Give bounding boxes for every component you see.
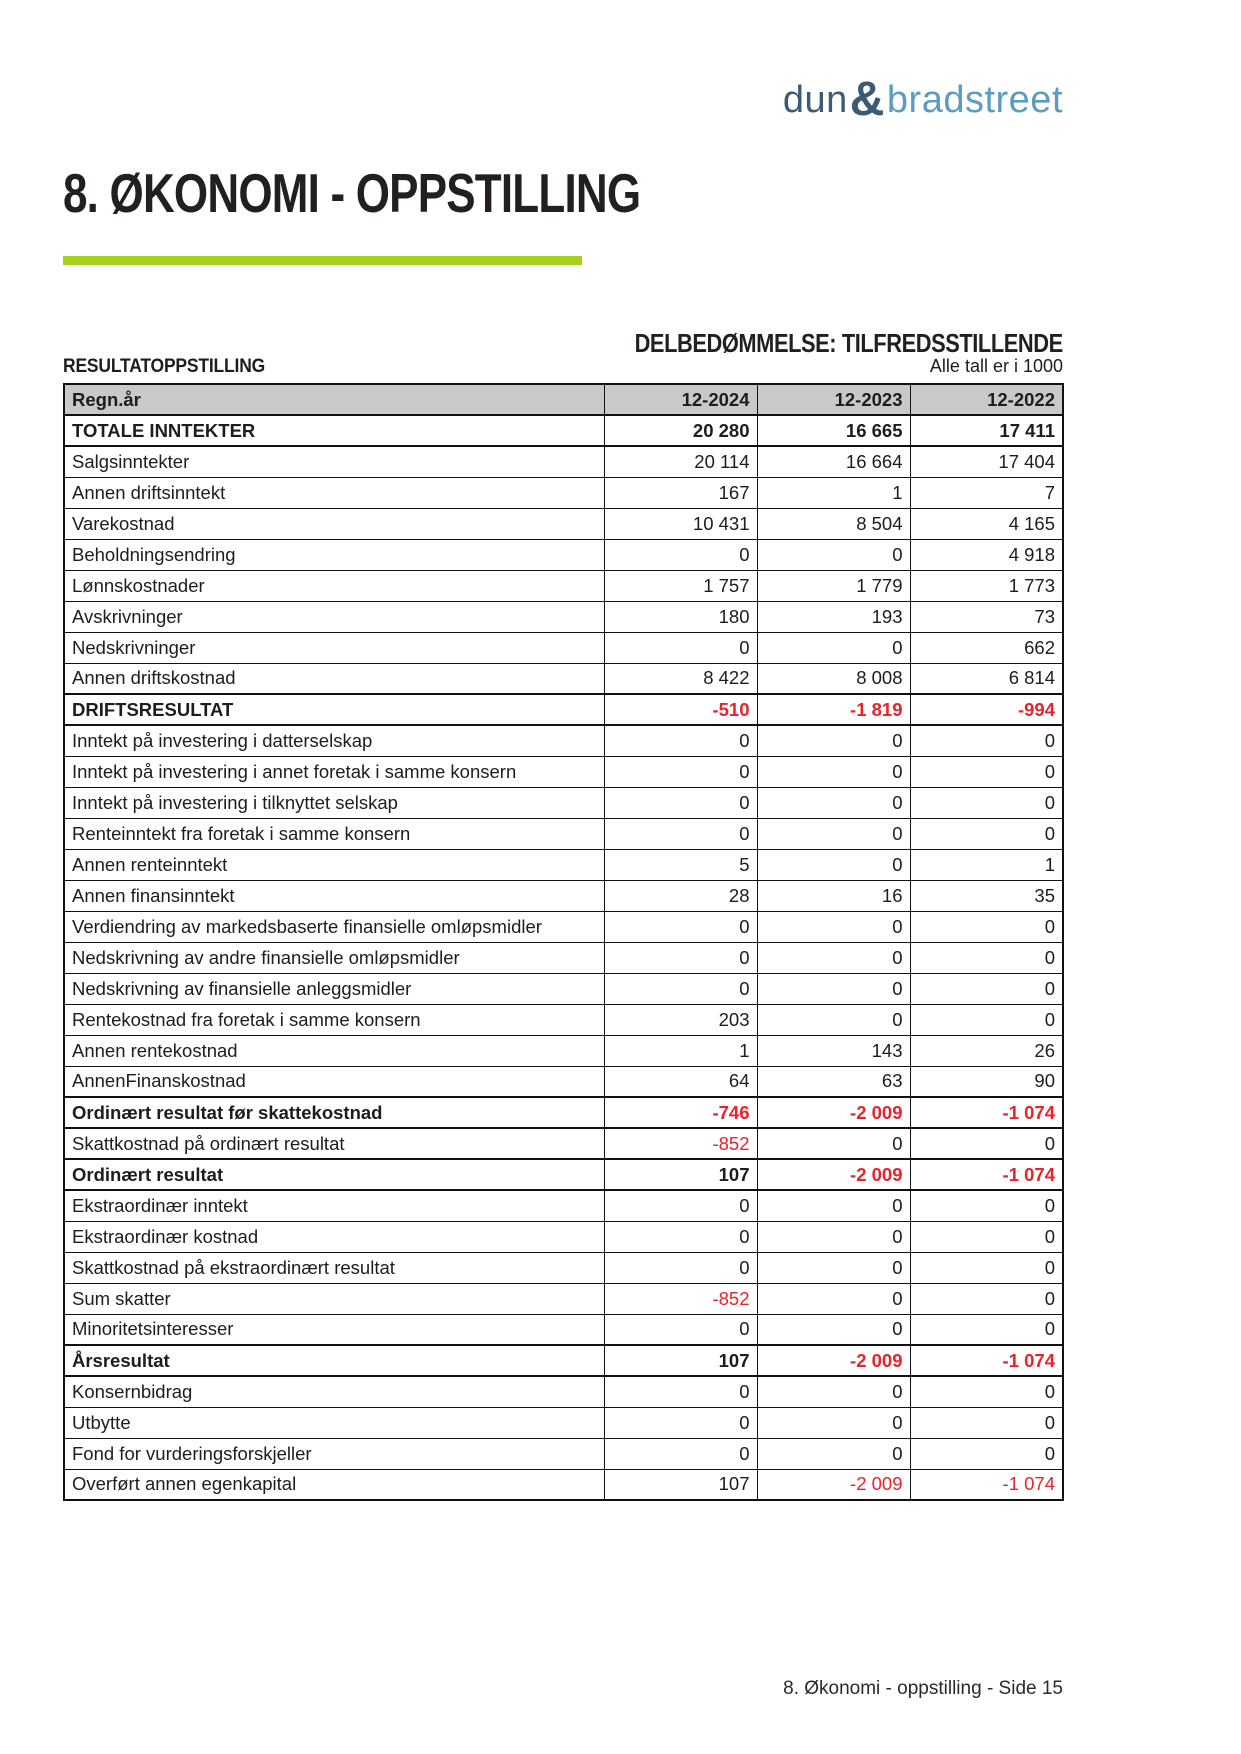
row-value: 5 bbox=[604, 849, 757, 880]
row-label: DRIFTSRESULTAT bbox=[64, 694, 604, 725]
table-row bbox=[64, 973, 1063, 1004]
row-value: 0 bbox=[910, 1252, 1063, 1283]
row-value: 0 bbox=[757, 942, 910, 973]
row-label: Skattkostnad på ordinært resultat bbox=[64, 1128, 604, 1159]
row-value: 0 bbox=[604, 1407, 757, 1438]
row-value: 64 bbox=[604, 1066, 757, 1097]
row-value: 0 bbox=[604, 787, 757, 818]
row-label: TOTALE INNTEKTER bbox=[64, 415, 604, 446]
row-value: 0 bbox=[910, 973, 1063, 1004]
row-value: -1 074 bbox=[910, 1159, 1063, 1190]
row-label: Ordinært resultat bbox=[64, 1159, 604, 1190]
row-value: 4 918 bbox=[910, 539, 1063, 570]
table-row bbox=[64, 1407, 1063, 1438]
table-row bbox=[64, 1376, 1063, 1407]
row-value: 0 bbox=[604, 725, 757, 756]
row-value: 0 bbox=[757, 1376, 910, 1407]
logo-text-dun: dun bbox=[782, 79, 848, 121]
row-value: 0 bbox=[604, 632, 757, 663]
table-row bbox=[64, 849, 1063, 880]
row-label: Annen rentekostnad bbox=[64, 1035, 604, 1066]
row-value: 20 280 bbox=[604, 415, 757, 446]
row-value: 0 bbox=[757, 632, 910, 663]
logo-text-bradstreet: bradstreet bbox=[886, 79, 1063, 121]
row-label: Ekstraordinær inntekt bbox=[64, 1190, 604, 1221]
row-value: -2 009 bbox=[757, 1097, 910, 1128]
column-header-12-2022: 12-2022 bbox=[910, 384, 1063, 415]
row-label: Renteinntekt fra foretak i samme konsern bbox=[64, 818, 604, 849]
row-value: -994 bbox=[910, 694, 1063, 725]
row-value: 107 bbox=[604, 1469, 757, 1500]
row-label: Inntekt på investering i annet foretak i samme konsern bbox=[64, 756, 604, 787]
table-row bbox=[64, 508, 1063, 539]
table-row bbox=[64, 1221, 1063, 1252]
row-value: 35 bbox=[910, 880, 1063, 911]
table-row bbox=[64, 1438, 1063, 1469]
row-value: -2 009 bbox=[757, 1159, 910, 1190]
assessment-heading: DELBEDØMMELSE: TILFREDSSTILLENDE bbox=[634, 328, 1063, 358]
row-label: Ordinært resultat før skattekostnad bbox=[64, 1097, 604, 1128]
column-header-regnar: Regn.år bbox=[64, 384, 604, 415]
row-value: 1 bbox=[604, 1035, 757, 1066]
row-value: 17 404 bbox=[910, 446, 1063, 477]
row-value: 0 bbox=[604, 1376, 757, 1407]
table-row bbox=[64, 446, 1063, 477]
row-label: Salgsinntekter bbox=[64, 446, 604, 477]
row-value: 0 bbox=[910, 1314, 1063, 1345]
row-value: 63 bbox=[757, 1066, 910, 1097]
row-value: 0 bbox=[757, 1128, 910, 1159]
row-value: -1 074 bbox=[910, 1469, 1063, 1500]
title-underline-bar bbox=[63, 256, 582, 265]
row-value: 0 bbox=[757, 1283, 910, 1314]
logo-ampersand-icon: & bbox=[849, 73, 885, 126]
table-row bbox=[64, 1314, 1063, 1345]
table-row bbox=[64, 1035, 1063, 1066]
row-value: 1 bbox=[757, 477, 910, 508]
row-value: 107 bbox=[604, 1159, 757, 1190]
row-label: Inntekt på investering i tilknyttet selskap bbox=[64, 787, 604, 818]
row-value: -1 074 bbox=[910, 1097, 1063, 1128]
table-row bbox=[64, 570, 1063, 601]
row-value: 0 bbox=[604, 1314, 757, 1345]
row-value: 7 bbox=[910, 477, 1063, 508]
row-label: Lønnskostnader bbox=[64, 570, 604, 601]
row-label: Ekstraordinær kostnad bbox=[64, 1221, 604, 1252]
table-row bbox=[64, 942, 1063, 973]
table-row bbox=[64, 1345, 1063, 1376]
row-value: -746 bbox=[604, 1097, 757, 1128]
row-value: 0 bbox=[757, 911, 910, 942]
row-value: 0 bbox=[910, 942, 1063, 973]
row-value: 107 bbox=[604, 1345, 757, 1376]
row-value: 0 bbox=[757, 539, 910, 570]
row-value: 8 422 bbox=[604, 663, 757, 694]
row-value: 1 773 bbox=[910, 570, 1063, 601]
row-value: 0 bbox=[757, 1252, 910, 1283]
row-value: 0 bbox=[757, 756, 910, 787]
row-value: 0 bbox=[757, 1407, 910, 1438]
row-label: Avskrivninger bbox=[64, 601, 604, 632]
table-row bbox=[64, 725, 1063, 756]
row-label: Inntekt på investering i datterselskap bbox=[64, 725, 604, 756]
row-value: 0 bbox=[604, 818, 757, 849]
row-value: 0 bbox=[757, 1438, 910, 1469]
row-value: 0 bbox=[757, 1004, 910, 1035]
page-title: 8. ØKONOMI - OPPSTILLING bbox=[63, 162, 641, 224]
row-label: Verdiendring av markedsbaserte finansielle omløpsmidler bbox=[64, 911, 604, 942]
row-value: 0 bbox=[757, 1314, 910, 1345]
table-row bbox=[64, 663, 1063, 694]
row-label: Skattkostnad på ekstraordinært resultat bbox=[64, 1252, 604, 1283]
table-row bbox=[64, 1128, 1063, 1159]
row-label: Utbytte bbox=[64, 1407, 604, 1438]
row-value: 4 165 bbox=[910, 508, 1063, 539]
row-value: 0 bbox=[910, 1407, 1063, 1438]
table-row bbox=[64, 1252, 1063, 1283]
row-label: Overført annen egenkapital bbox=[64, 1469, 604, 1500]
row-value: 16 bbox=[757, 880, 910, 911]
row-value: 16 664 bbox=[757, 446, 910, 477]
results-table bbox=[63, 383, 1064, 1501]
row-value: 0 bbox=[757, 787, 910, 818]
row-value: 0 bbox=[910, 911, 1063, 942]
row-value: -1 074 bbox=[910, 1345, 1063, 1376]
table-row bbox=[64, 1159, 1063, 1190]
row-label: Varekostnad bbox=[64, 508, 604, 539]
row-value: 167 bbox=[604, 477, 757, 508]
table-row bbox=[64, 632, 1063, 663]
row-value: 28 bbox=[604, 880, 757, 911]
row-value: 1 757 bbox=[604, 570, 757, 601]
row-value: 0 bbox=[757, 973, 910, 1004]
row-value: -1 819 bbox=[757, 694, 910, 725]
table-row bbox=[64, 477, 1063, 508]
row-value: 0 bbox=[604, 973, 757, 1004]
table-title: RESULTATOPPSTILLING bbox=[63, 356, 266, 377]
row-value: 26 bbox=[910, 1035, 1063, 1066]
row-value: 17 411 bbox=[910, 415, 1063, 446]
row-label: Årsresultat bbox=[64, 1345, 604, 1376]
table-row bbox=[64, 1469, 1063, 1500]
row-label: Sum skatter bbox=[64, 1283, 604, 1314]
row-label: Rentekostnad fra foretak i samme konsern bbox=[64, 1004, 604, 1035]
row-value: 6 814 bbox=[910, 663, 1063, 694]
row-label: Nedskrivning av andre finansielle omløpsmidler bbox=[64, 942, 604, 973]
row-label: Nedskrivninger bbox=[64, 632, 604, 663]
row-value: -510 bbox=[604, 694, 757, 725]
row-value: 203 bbox=[604, 1004, 757, 1035]
table-row bbox=[64, 539, 1063, 570]
table-row bbox=[64, 1283, 1063, 1314]
row-label: Beholdningsendring bbox=[64, 539, 604, 570]
row-value: 1 bbox=[910, 849, 1063, 880]
row-value: 0 bbox=[604, 911, 757, 942]
row-value: 0 bbox=[757, 818, 910, 849]
row-value: 0 bbox=[604, 942, 757, 973]
row-value: 16 665 bbox=[757, 415, 910, 446]
row-value: 20 114 bbox=[604, 446, 757, 477]
row-value: 8 504 bbox=[757, 508, 910, 539]
row-value: 0 bbox=[604, 1252, 757, 1283]
table-row bbox=[64, 911, 1063, 942]
row-label: Annen finansinntekt bbox=[64, 880, 604, 911]
row-label: Minoritetsinteresser bbox=[64, 1314, 604, 1345]
row-value: -2 009 bbox=[757, 1469, 910, 1500]
row-label: AnnenFinanskostnad bbox=[64, 1066, 604, 1097]
page-footer: 8. Økonomi - oppstilling - Side 15 bbox=[783, 1678, 1063, 1699]
units-note: Alle tall er i 1000 bbox=[929, 356, 1063, 376]
table-caption-row bbox=[63, 356, 1063, 378]
row-value: -852 bbox=[604, 1128, 757, 1159]
row-value: 143 bbox=[757, 1035, 910, 1066]
row-value: 10 431 bbox=[604, 508, 757, 539]
row-value: 0 bbox=[910, 1221, 1063, 1252]
row-label: Konsernbidrag bbox=[64, 1376, 604, 1407]
row-value: 0 bbox=[910, 756, 1063, 787]
row-value: 180 bbox=[604, 601, 757, 632]
row-value: 0 bbox=[910, 1190, 1063, 1221]
row-value: 0 bbox=[604, 756, 757, 787]
table-row bbox=[64, 1097, 1063, 1128]
row-label: Fond for vurderingsforskjeller bbox=[64, 1438, 604, 1469]
row-value: 193 bbox=[757, 601, 910, 632]
row-value: 0 bbox=[757, 1221, 910, 1252]
row-value: -2 009 bbox=[757, 1345, 910, 1376]
table-row bbox=[64, 880, 1063, 911]
results-table-body bbox=[64, 415, 1063, 1500]
row-value: 0 bbox=[910, 1004, 1063, 1035]
table-row bbox=[64, 1004, 1063, 1035]
table-row bbox=[64, 756, 1063, 787]
row-value: 0 bbox=[910, 725, 1063, 756]
row-value: 1 779 bbox=[757, 570, 910, 601]
row-value: 0 bbox=[910, 787, 1063, 818]
row-value: 0 bbox=[757, 849, 910, 880]
table-row bbox=[64, 415, 1063, 446]
row-value: 0 bbox=[910, 1128, 1063, 1159]
row-label: Annen renteinntekt bbox=[64, 849, 604, 880]
row-label: Annen driftskostnad bbox=[64, 663, 604, 694]
table-row bbox=[64, 694, 1063, 725]
row-label: Annen driftsinntekt bbox=[64, 477, 604, 508]
column-header-12-2024: 12-2024 bbox=[604, 384, 757, 415]
dun-bradstreet-logo bbox=[783, 72, 1063, 127]
row-value: 0 bbox=[604, 539, 757, 570]
row-value: 662 bbox=[910, 632, 1063, 663]
row-value: 0 bbox=[604, 1438, 757, 1469]
table-row bbox=[64, 787, 1063, 818]
row-value: 0 bbox=[910, 1438, 1063, 1469]
table-row bbox=[64, 818, 1063, 849]
row-value: 0 bbox=[604, 1190, 757, 1221]
table-row bbox=[64, 1190, 1063, 1221]
row-value: 90 bbox=[910, 1066, 1063, 1097]
row-value: 8 008 bbox=[757, 663, 910, 694]
row-value: 0 bbox=[604, 1221, 757, 1252]
row-value: 0 bbox=[910, 818, 1063, 849]
table-row bbox=[64, 1066, 1063, 1097]
row-value: 0 bbox=[757, 1190, 910, 1221]
row-value: 0 bbox=[910, 1283, 1063, 1314]
row-label: Nedskrivning av finansielle anleggsmidler bbox=[64, 973, 604, 1004]
column-header-12-2023: 12-2023 bbox=[757, 384, 910, 415]
row-value: 0 bbox=[757, 725, 910, 756]
table-header-row bbox=[64, 384, 1063, 415]
table-row bbox=[64, 601, 1063, 632]
row-value: 73 bbox=[910, 601, 1063, 632]
row-value: 0 bbox=[910, 1376, 1063, 1407]
row-value: -852 bbox=[604, 1283, 757, 1314]
